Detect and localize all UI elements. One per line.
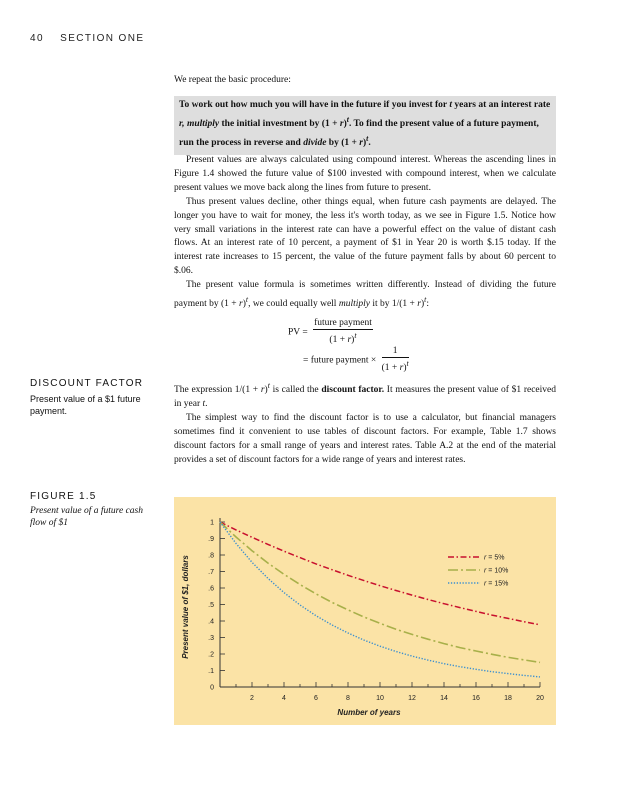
fraction-denominator: $(1 + r)^t$: [329, 331, 357, 346]
fraction: [382, 346, 409, 374]
running-header: [30, 33, 144, 44]
x-tick-label: 6: [314, 695, 318, 702]
x-axis-label: Number of years: [337, 708, 401, 717]
margin-definition-text: Present value of a $1 future payment.: [30, 394, 141, 416]
intro-line: We repeat the basic procedure:: [174, 75, 291, 85]
x-tick-label: 14: [440, 695, 448, 702]
x-tick-label: 12: [408, 695, 416, 702]
x-tick-label: 20: [536, 695, 544, 702]
section-title: SECTION ONE: [60, 33, 145, 44]
figure-label: FIGURE 1.5: [30, 491, 97, 502]
x-tick-label: 4: [282, 695, 286, 702]
fraction-numerator: 1: [382, 346, 409, 358]
y-tick-label: .4: [208, 618, 214, 626]
pv-formula-line2: [303, 346, 409, 374]
margin-definition: [30, 378, 158, 417]
y-axis-label: Present value of $1, dollars: [181, 555, 190, 659]
margin-term: DISCOUNT FACTOR: [30, 378, 144, 389]
page-number: 40: [30, 33, 44, 44]
pv-formula-line1: [288, 318, 373, 346]
x-tick-label: 8: [346, 695, 350, 702]
body-text-2: [174, 379, 556, 468]
formula-lhs: PV =: [288, 327, 308, 338]
x-tick-label: 10: [376, 695, 384, 702]
y-tick-label: .6: [208, 585, 214, 593]
y-tick-label: .2: [208, 651, 214, 659]
series-line-2: [220, 522, 540, 662]
formula-prefix: = future payment ×: [303, 355, 377, 366]
rule-box: [174, 96, 556, 155]
figure-title: Present value of a future cash flow of $1: [30, 506, 144, 528]
fraction: [313, 318, 373, 346]
y-tick-label: .8: [208, 552, 214, 560]
chart-legend: [448, 555, 508, 588]
legend-label: r = 10%: [484, 567, 509, 575]
chart-lines: [220, 522, 540, 677]
legend-label: r = 5%: [484, 554, 505, 562]
y-tick-label: .1: [208, 668, 214, 675]
x-tick-label: 18: [504, 695, 512, 702]
rule-box-text: To work out how much you will have in the future if you invest for t years at an interest rate r, multiply the initial investment by $(1 + r)^t$. To find the present value of a future payment, run the process in reverse and divide by $(1 + r)^t$.: [179, 100, 551, 149]
paragraph: Thus present values decline, other things equal, when future cash payments are delayed. The longer you have to wait for money, the less it's worth today, as we see in Figure 1.5. Notice how very small variations in the interest rate can have a powerful effect on the value of distant cash flows. At an interest rate of 10 percent, a payment of $1 in Year 20 is worth $.15 today. If the interest rate increases to 15 percent, the value of the future payment falls by about 60 percent to $.06.: [174, 196, 556, 277]
y-tick-label: .9: [208, 536, 214, 543]
fraction-denominator: $(1 + r)^t$: [381, 359, 409, 374]
y-tick-label: 0: [210, 684, 214, 692]
x-tick-label: 2: [250, 695, 254, 702]
fraction-numerator: future payment: [314, 318, 372, 328]
chart-axes: [208, 518, 544, 702]
body-text: [174, 154, 556, 312]
present-value-chart: [174, 497, 556, 725]
x-tick-label: 16: [472, 695, 480, 702]
chart-panel: [174, 497, 556, 725]
paragraph: The simplest way to find the discount factor is to use a calculator, but financial managers sometimes find it convenient to use tables of discount factors. For example, Table 1.7 shows discount factors for a small range of years and interest rates. Table A.2 at the end of the material provides a set of discount factors for a wide range of years and interest rates.: [174, 412, 556, 465]
y-tick-label: .5: [208, 602, 214, 609]
paragraph: The expression $1/(1 + r)^t$ is called the discount factor. It measures the present value of $1 received in year t.: [174, 381, 556, 410]
legend-label: r = 15%: [484, 580, 509, 588]
paragraph: The present value formula is sometimes written differently. Instead of dividing the future payment by $(1 + r)^t$, we could equally well multiply it by $1/(1 + r)^t$:: [174, 280, 556, 310]
y-tick-label: .7: [208, 569, 214, 576]
y-tick-label: 1: [210, 519, 214, 527]
y-tick-label: .3: [208, 635, 214, 642]
paragraph: Present values are always calculated using compound interest. Whereas the ascending lines in Figure 1.4 showed the future value of $100 invested with compound interest, when we calculate present values we move back along the lines from future to present.: [174, 155, 556, 193]
figure-caption: [30, 491, 150, 529]
